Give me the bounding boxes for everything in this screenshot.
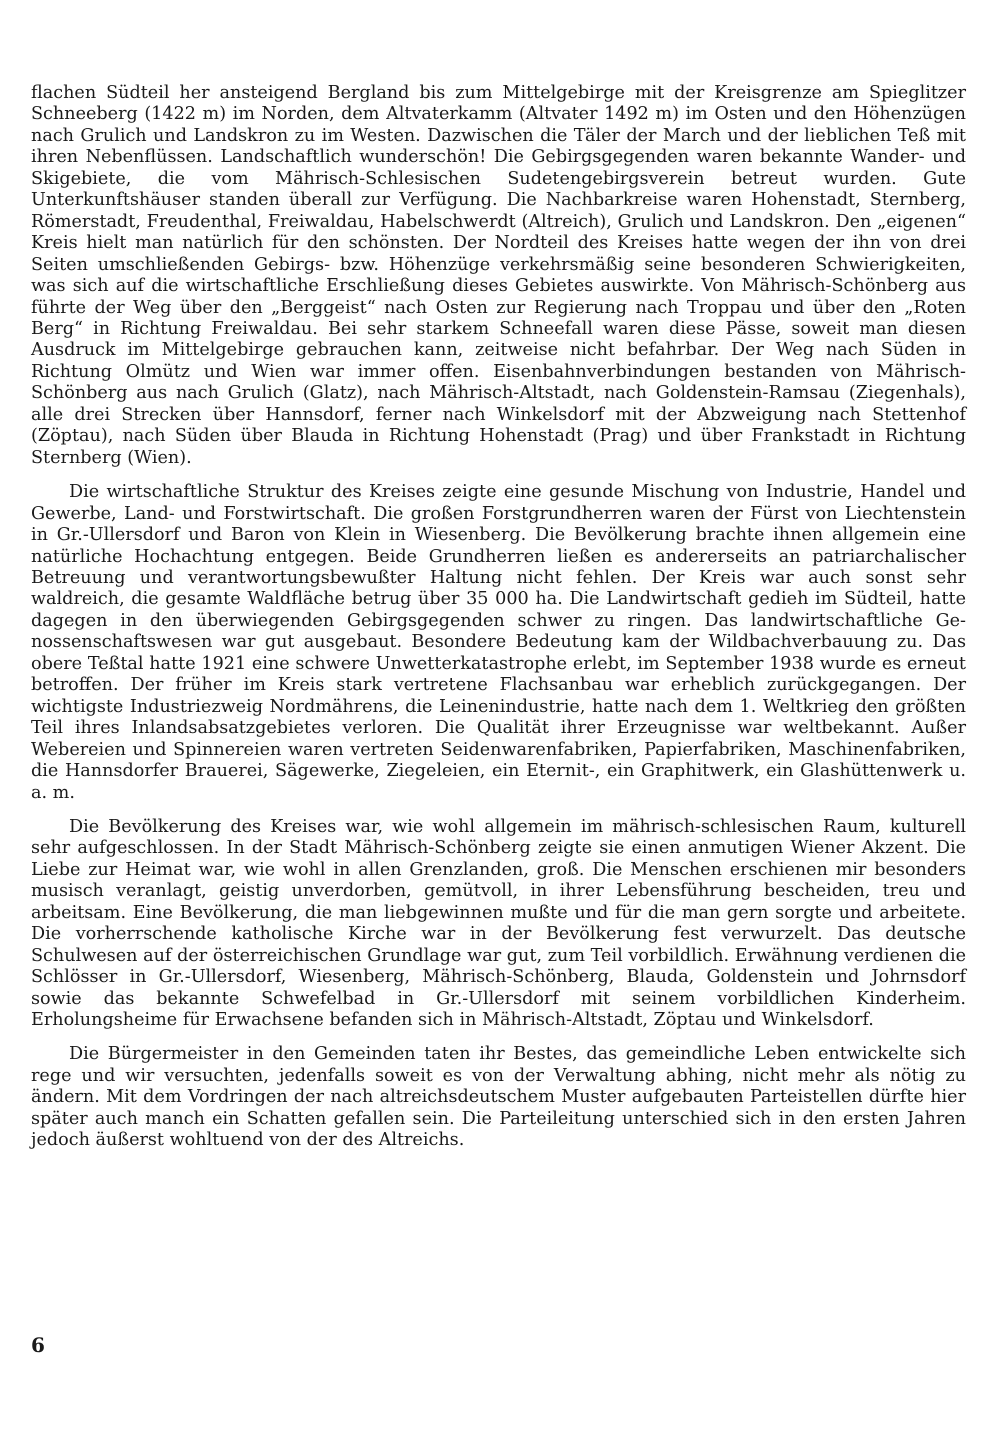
paragraph-economy: Die wirtschaftliche Struktur des Kreises zeigte eine gesunde Mischung von Industrie, Handel und Gewerbe, Land- und Forstwirtschaft. Die großen Forstgrundherren waren der Fürst von Liechtenstein in Gr.-Ullersdorf und Baron von Klein in Wiesenberg. Die Bevölkerung brachte ihnen allgemein eine natürliche Hochachtung entgegen. Beide Grundherren ließen es andererseits an patriarchalischer Betreuung und verantwortungsbewußter Haltung nicht fehlen. Der Kreis war auch sonst sehr waldreich, die gesamte Waldfläche betrug über 35 000 ha. Die Landwirtschaft gedieh im Südteil, hatte dagegen in den überwiegenden Gebirgsgegenden schwer zu ringen. Das landwirtschaftliche Genossenschaftswesen war gut ausgebaut. Besondere Bedeutung kam der Wildbachverbauung zu. Das obere Teßtal hatte 1921 eine schwere Unwetterkatastrophe erlebt, im September 1938 wurde es erneut betroffen. Der früher im Kreis stark vertretene Flachsanbau war erheblich zurückgegangen. Der wichtigste Industriezweig Nordmährens, die Leinenindustrie, hatte nach dem 1. Weltkrieg den größten Teil ihres Inlandsabsatzgebietes verloren. Die Qualität ihrer Erzeugnisse war weltbekannt. Außer Webereien und Spinnereien waren vertreten Seidenwarenfabriken, Papierfabriken, Maschinenfabriken, die Hannsdorfer Brauerei, Sägewerke, Ziegeleien, ein Eternit-, ein Graphitwerk, ein Glashüttenwerk u. a. m. (31, 482, 966, 803)
paragraph-geography: flachen Südteil her ansteigend Bergland bis zum Mittelgebirge mit der Kreisgrenze am Spieglitzer Schneeberg (1422 m) im Norden, dem Altvaterkamm (Altvater 1492 m) im Osten und den Höhenzügen nach Grulich und Landskron zu im Westen. Dazwischen die Täler der March und der lieblichen Teß mit ihren Nebenflüssen. Landschaftlich wunderschön! Die Gebirgsgegenden waren bekannte Wander- und Skigebiete, die vom Mährisch-Schlesischen Sudetengebirgsverein betreut wurden. Gute Unterkunftshäuser standen überall zur Verfügung. Die Nachbarkreise waren Hohenstadt, Sternberg, Römerstadt, Freudenthal, Freiwaldau, Habelschwerdt (Altreich), Grulich und Landskron. Den „eigenen“ Kreis hielt man natürlich für den schönsten. Der Nordteil des Kreises hatte wegen der ihn von drei Seiten umschließenden Gebirgs- bzw. Höhenzüge verkehrsmäßig seine besonderen Schwierigkeiten, was sich auf die wirtschaftliche Erschließung dieses Gebietes auswirkte. Von Mährisch-Schönberg aus führte der Weg über den „Berggeist“ nach Osten zur Regierung nach Troppau und über den „Roten Berg“ in Richtung Freiwaldau. Bei sehr starkem Schneefall waren diese Pässe, soweit man diesen Ausdruck im Mittelgebirge gebrauchen kann, zeitweise nicht befahrbar. Der Weg nach Süden in Richtung Olmütz und Wien war immer offen. Eisenbahnverbindungen bestanden von Mährisch-Schönberg aus nach Grulich (Glatz), nach Mährisch-Altstadt, nach Goldenstein-Ramsau (Ziegenhals), alle drei Strecken über Hannsdorf, ferner nach Winkelsdorf mit der Abzweigung nach Stettenhof (Zöptau), nach Süden über Blauda in Richtung Hohenstadt (Prag) und über Frankstadt in Richtung Sternberg (Wien). (31, 83, 966, 468)
paragraph-population: Die Bevölkerung des Kreises war, wie wohl allgemein im mährisch-schlesischen Raum, kulturell sehr aufgeschlossen. In der Stadt Mährisch-Schönberg zeigte sie einen anmutigen Wiener Akzent. Die Liebe zur Heimat war, wie wohl in allen Grenzlanden, groß. Die Menschen erschienen mir besonders musisch veranlagt, geistig unverdorben, gemütvoll, in ihrer Lebensführung bescheiden, treu und arbeitsam. Eine Bevölkerung, die man liebgewinnen mußte und für die man gern sorgte und arbeitete. Die vorherrschende katholische Kirche war in der Bevölkerung fest verwurzelt. Das deutsche Schulwesen auf der österreichischen Grundlage war gut, zum Teil vorbildlich. Erwähnung verdienen die Schlösser in Gr.-Ullersdorf, Wiesenberg, Mährisch-Schönberg, Blauda, Goldenstein und Johrnsdorf sowie das bekannte Schwefelbad in Gr.-Ullersdorf mit seinem vorbildlichen Kinderheim. Erholungsheime für Erwachsene befanden sich in Mährisch-Altstadt, Zöptau und Winkelsdorf. (31, 816, 966, 1031)
paragraph-administration: Die Bürgermeister in den Gemeinden taten ihr Bestes, das gemeindliche Leben entwickelte sich rege und wir versuchten, jedenfalls soweit es von der Verwaltung abhing, nicht mehr als nötig zu ändern. Mit dem Vordringen der nach altreichsdeutschem Muster aufgebauten Parteistellen dürfte hier später auch manch ein Schatten gefallen sein. Die Parteileitung unterschied sich in den ersten Jahren jedoch äußerst wohltuend von der des Altreichs. (31, 1044, 966, 1151)
document-page (31, 83, 966, 1152)
page-number: 6 (31, 1333, 45, 1357)
